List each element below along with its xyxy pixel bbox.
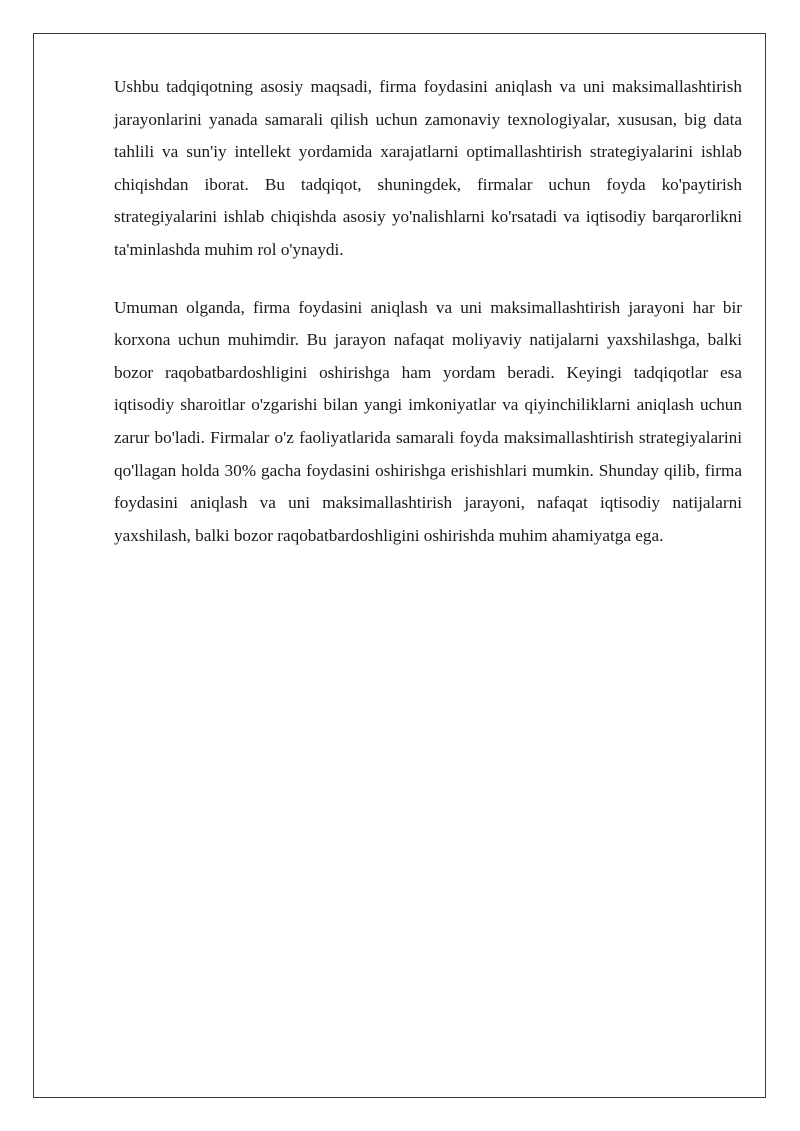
- paragraph-conclusion: Umuman olganda, firma foydasini aniqlash va uni maksimallashtirish jarayoni har bir korxona uchun muhimdir. Bu jarayon nafaqat moliyaviy natijalarni yaxshilashga, balki bozor raqobatbardoshligini oshirishga ham yordam beradi. Keyingi tadqiqotlar esa iqtisodiy sharoitlar o'zgarishi bilan yangi imkoniyatlar va qiyinchiliklarni aniqlash uchun zarur bo'ladi. Firmalar o'z faoliyatlarida samarali foyda maksimallashtirish strategiyalarini qo'llagan holda 30% gacha foydasini oshirishga erishishlari mumkin. Shunday qilib, firma foydasini aniqlash va uni maksimallashtirish jarayoni, nafaqat iqtisodiy natijalarni yaxshilash, balki bozor raqobatbardoshligini oshirishda muhim ahamiyatga ega.: [114, 297, 742, 545]
- document-body: [114, 71, 742, 552]
- paragraph-research-goal: Ushbu tadqiqotning asosiy maqsadi, firma foydasini aniqlash va uni maksimallashtirish jarayonlarini yanada samarali qilish uchun zamonaviy texnologiyalar, xususan, big data tahlili va sun'iy intellekt yordamida xarajatlarni optimallashtirish strategiyalarini ishlab chiqishdan iborat. Bu tadqiqot, shuningdek, firmalar uchun foyda ko'paytirish strategiyalarini ishlab chiqishda asosiy yo'nalishlarni ko'rsatadi va iqtisodiy barqarorlikni ta'minlashda muhim rol o'ynaydi.: [114, 77, 742, 259]
